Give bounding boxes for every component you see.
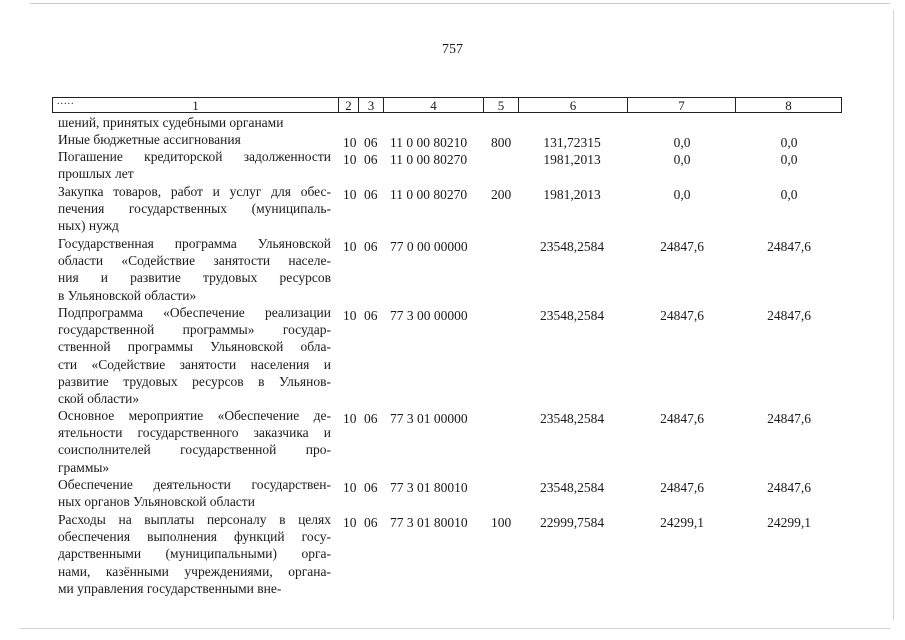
page-number: 757 (442, 42, 463, 57)
header-col-1: 1 (53, 98, 339, 112)
row-description-line: сти «Содействие занятости населения и (58, 356, 331, 372)
row-description-line: развитие трудовых ресурсов в Ульянов- (58, 373, 331, 389)
cell-v2: 0,0 (673, 152, 691, 167)
cell-v2: 24299,1 (660, 515, 704, 530)
row-description-line: ской области» (58, 390, 140, 406)
cell-sub: 06 (364, 308, 378, 323)
row-description-line: государственной программы» государ- (58, 322, 331, 338)
cell-v1: 23548,2584 (539, 411, 605, 426)
cell-sub: 06 (364, 515, 378, 530)
row-description-line: шений, принятых судебными органами (58, 115, 284, 130)
row-description-line: Государственная программа Ульяновской (58, 236, 331, 251)
table-header (52, 97, 842, 113)
header-col-8: 8 (785, 98, 792, 113)
row-description-line: ных органов Ульяновской области (58, 494, 255, 510)
row-description-line: ственной программы Ульяновской обла- (58, 339, 331, 355)
cell-v1: 131,72315 (543, 135, 601, 150)
scan-edge-right (893, 10, 894, 620)
cell-sec: 10 (343, 152, 357, 167)
cell-v3: 24847,6 (767, 239, 811, 254)
row-description-line: прошлых лет (58, 166, 134, 182)
row-description-line: дарственными (муниципальными) орга- (58, 546, 331, 562)
row-description-line: обеспечения выполнения функций госу- (58, 529, 331, 545)
cell-v2: 24847,6 (660, 411, 704, 426)
header-col-5: 5 (484, 98, 519, 112)
header-col-3: 3 (359, 98, 384, 112)
row-description (58, 183, 331, 235)
row-description-line: Обеспечение деятельности государствен- (58, 477, 331, 492)
scan-edge-bottom (20, 628, 890, 629)
row-description-line: ми управления государственными вне- (58, 580, 282, 596)
cell-sec: 10 (343, 308, 357, 323)
cell-sub: 06 (364, 152, 378, 167)
cell-csr: 77 3 01 80010 (390, 480, 468, 495)
row-description-line: ятельности государственного заказчика и (58, 425, 331, 441)
cell-v2: 0,0 (673, 135, 691, 150)
row-description (58, 235, 331, 304)
cell-v1: 23548,2584 (539, 308, 605, 323)
cell-v1: 1981,2013 (543, 187, 601, 202)
row-description-line: области «Содействие занятости населе- (58, 253, 331, 269)
cell-vr: 800 (491, 135, 512, 150)
row-description-line: граммы» (58, 459, 110, 475)
row-description (58, 476, 331, 510)
row-description (58, 511, 331, 597)
row-description-line: в Ульяновской области» (58, 287, 197, 303)
cell-csr: 77 3 00 00000 (390, 308, 468, 323)
row-description-line: Погашение кредиторской задолженности (58, 149, 331, 164)
cell-sec: 10 (343, 239, 357, 254)
cell-v2: 24847,6 (660, 308, 704, 323)
cell-csr: 77 3 01 80010 (390, 515, 468, 530)
row-description-line: соисполнителей государственной про- (58, 442, 331, 458)
header-col-2: 2 (339, 98, 359, 112)
row-description (58, 131, 331, 148)
row-description (58, 304, 331, 407)
cell-csr: 11 0 00 80270 (390, 187, 468, 202)
header-dots: ..... (57, 96, 75, 107)
cell-sec: 10 (343, 135, 357, 150)
cell-v3: 0,0 (780, 187, 798, 202)
cell-v2: 24847,6 (660, 480, 704, 495)
header-col-6: 6 (519, 98, 628, 112)
cell-sec: 10 (343, 411, 357, 426)
cell-sub: 06 (364, 135, 378, 150)
row-description-line: ния и развитие трудовых ресурсов (58, 270, 331, 286)
row-description-line: Подпрограмма «Обеспечение реализации (58, 305, 331, 320)
cell-v1: 23548,2584 (539, 480, 605, 495)
row-description-line: печения государственных (муниципаль- (58, 201, 331, 217)
cell-v3: 24299,1 (767, 515, 811, 530)
header-col-4: 4 (384, 98, 484, 112)
cell-v1: 1981,2013 (543, 152, 601, 167)
cell-v3: 0,0 (780, 152, 798, 167)
cell-v3: 24847,6 (767, 480, 811, 495)
cell-sec: 10 (343, 515, 357, 530)
row-description-line: Закупка товаров, работ и услуг для обес- (58, 184, 331, 199)
cell-v3: 0,0 (780, 135, 798, 150)
row-description-line: Иные бюджетные ассигнования (58, 132, 241, 147)
cell-csr: 11 0 00 80210 (390, 135, 468, 150)
header-col-7: 7 (628, 98, 736, 112)
row-description-line: нами, казёнными учреждениями, органа- (58, 563, 331, 579)
cell-v2: 24847,6 (660, 239, 704, 254)
cell-v3: 24847,6 (767, 308, 811, 323)
cell-sub: 06 (364, 187, 378, 202)
cell-vr: 200 (491, 187, 512, 202)
cell-v1: 22999,7584 (539, 515, 605, 530)
cell-sub: 06 (364, 239, 378, 254)
row-description-line: ных) нужд (58, 218, 119, 234)
row-description (58, 114, 331, 131)
cell-csr: 11 0 00 80270 (390, 152, 468, 167)
cell-csr: 77 3 01 00000 (390, 411, 468, 426)
scan-edge-top (30, 3, 890, 4)
cell-vr: 100 (491, 515, 512, 530)
cell-sub: 06 (364, 411, 378, 426)
row-description (58, 148, 331, 182)
cell-csr: 77 0 00 00000 (390, 239, 468, 254)
row-description-line: Расходы на выплаты персоналу в целях (58, 512, 331, 527)
cell-sub: 06 (364, 480, 378, 495)
cell-sec: 10 (343, 187, 357, 202)
row-description (58, 407, 331, 476)
cell-v1: 23548,2584 (539, 239, 605, 254)
cell-v2: 0,0 (673, 187, 691, 202)
cell-v3: 24847,6 (767, 411, 811, 426)
cell-sec: 10 (343, 480, 357, 495)
row-description-line: Основное мероприятие «Обеспечение де- (58, 408, 331, 423)
